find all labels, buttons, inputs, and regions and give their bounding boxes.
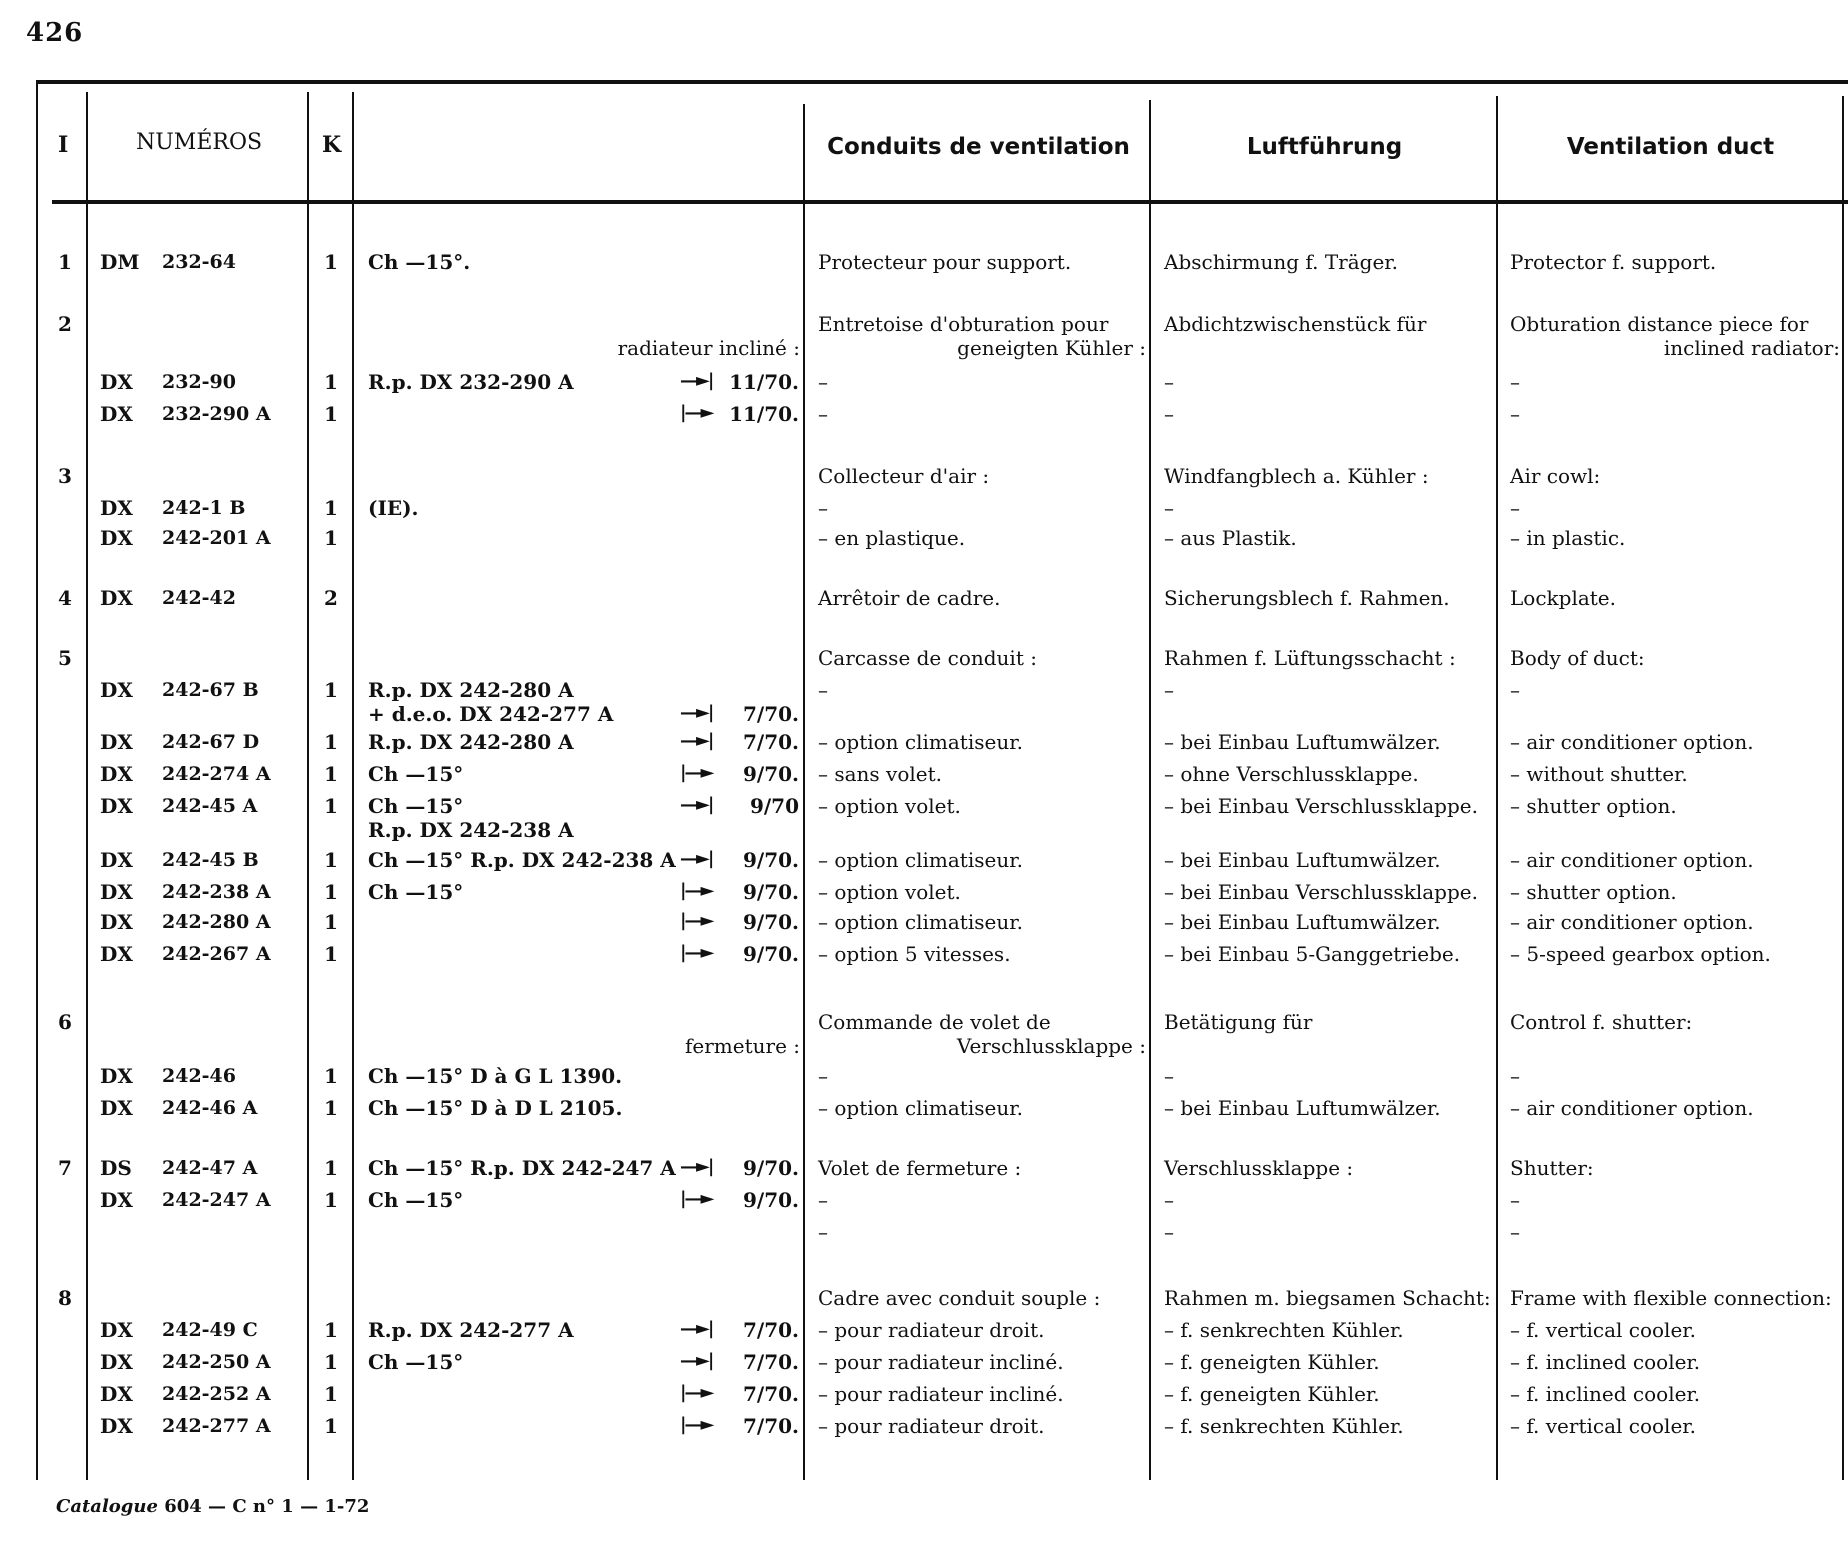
row-num: 242-42 [162,587,236,609]
row-date: 11/70. [729,402,799,426]
row-en: – air conditioner option. [1510,848,1754,872]
row-rem-continued: + d.e.o. DX 242-277 A [368,702,614,726]
header-bottom-rule [52,200,1848,204]
row-de: – aus Plastik. [1164,526,1297,550]
row-fr: – option climatiseur. [818,910,1023,934]
row-pfx: DX [100,402,133,426]
row-fr-continued: radiateur incliné : [617,336,800,360]
row-en: – [1510,402,1520,426]
row-rem: Ch —15° [368,762,464,786]
row-idx: 5 [58,646,72,670]
row-en: Shutter: [1510,1156,1594,1180]
row-idx: 6 [58,1010,72,1034]
row-num: 242-46 A [162,1097,258,1119]
row-date: 7/70. [742,1382,799,1406]
row-idx: 3 [58,464,72,488]
row-en: – f. vertical cooler. [1510,1414,1697,1438]
row-rem: Ch —15° R.p. DX 242-247 A [368,1156,676,1180]
row-en: – [1510,370,1520,394]
row-fr: Carcasse de conduit : [818,646,1037,670]
row-rem: Ch —15° R.p. DX 242-238 A [368,848,676,872]
row-k: 1 [324,1382,338,1406]
row-date: 11/70. [729,370,799,394]
row-k: 1 [324,1414,338,1438]
row-en: Body of duct: [1510,646,1645,670]
row-pfx: DX [100,1350,133,1374]
row-k: 2 [324,586,338,610]
column-rule [36,80,38,1480]
row-de: – [1164,402,1174,426]
row-pfx: DX [100,730,133,754]
row-en: – shutter option. [1510,794,1677,818]
row-num: 242-201 A [162,527,271,549]
row-date: 9/70. [742,1188,799,1212]
row-de: – [1164,1064,1174,1088]
row-fr: – option volet. [818,880,961,904]
row-idx: 2 [58,312,72,336]
row-date: 9/70. [742,848,799,872]
row-fr: – pour radiateur incliné. [818,1350,1064,1374]
row-fr: – [818,496,828,520]
row-k: 1 [324,1350,338,1374]
row-de: – f. senkrechten Kühler. [1164,1318,1404,1342]
validity-arrow-icon: —►| [680,1156,713,1177]
row-en: Protector f. support. [1510,250,1717,274]
row-de-continued: Verschlussklappe : [956,1034,1146,1058]
row-en: – [1510,1064,1520,1088]
validity-arrow-icon: —►| [680,370,713,391]
row-de: Betätigung für [1164,1010,1313,1034]
row-num: 242-247 A [162,1189,271,1211]
validity-arrow-icon: |—► [680,1414,713,1435]
row-rem: Ch —15° D à D L 2105. [368,1096,623,1120]
header-english: Ventilation duct [1566,134,1775,160]
row-de: Rahmen m. biegsamen Schacht: [1164,1286,1491,1310]
row-pfx: DX [100,910,133,934]
row-en: – f. inclined cooler. [1510,1382,1701,1406]
row-idx: 8 [58,1286,72,1310]
header-french: Conduits de ventilation [827,134,1130,160]
header-index: I [58,132,69,158]
row-en: Air cowl: [1510,464,1601,488]
row-de: Windfangblech a. Kühler : [1164,464,1429,488]
row-num: 242-47 A [162,1157,258,1179]
row-de: – bei Einbau Luftumwälzer. [1164,730,1441,754]
row-pfx: DX [100,1318,133,1342]
row-rem: Ch —15° [368,794,464,818]
row-num: 242-274 A [162,763,271,785]
validity-arrow-icon: |—► [680,880,713,901]
row-de: – [1164,370,1174,394]
row-date: 7/70. [742,1318,799,1342]
row-de: Rahmen f. Lüftungsschacht : [1164,646,1456,670]
row-rem: R.p. DX 242-280 A [368,730,574,754]
row-rem: Ch —15° D à G L 1390. [368,1064,623,1088]
row-rem: (IE). [368,496,419,520]
row-de: – f. geneigten Kühler. [1164,1350,1380,1374]
column-rule [1842,96,1844,1480]
header-german: Luftführung [1246,134,1403,160]
validity-arrow-icon: |—► [680,910,713,931]
row-fr: Arrêtoir de cadre. [818,586,1001,610]
row-num: 232-90 [162,371,236,393]
row-fr: – pour radiateur droit. [818,1414,1045,1438]
row-fr: – option climatiseur. [818,730,1023,754]
header-k: K [322,132,342,158]
row-de: – bei Einbau Luftumwälzer. [1164,848,1441,872]
row-k: 1 [324,1188,338,1212]
row-num: 242-1 B [162,497,246,519]
row-en: – [1510,678,1520,702]
row-rem: Ch —15° [368,880,464,904]
row-k: 1 [324,848,338,872]
row-fr: – pour radiateur incliné. [818,1382,1064,1406]
row-fr: Protecteur pour support. [818,250,1072,274]
row-rem-continued: R.p. DX 242-238 A [368,818,574,842]
footer [56,1496,369,1517]
row-en: – [1510,1188,1520,1212]
row-de: – bei Einbau Luftumwälzer. [1164,1096,1441,1120]
row-k: 1 [324,250,338,274]
row-fr: – [818,678,828,702]
row-num: 242-280 A [162,911,271,933]
row-pfx: DX [100,1382,133,1406]
row-rem: Ch —15° [368,1350,464,1374]
row-en: Obturation distance piece for [1510,312,1809,336]
row-num: 242-238 A [162,881,271,903]
row-de: Verschlussklappe : [1164,1156,1354,1180]
row-de: Sicherungsblech f. Rahmen. [1164,586,1450,610]
column-rule [803,104,805,1480]
row-de: – bei Einbau Verschlussklappe. [1164,794,1478,818]
row-de: Abschirmung f. Träger. [1164,250,1399,274]
row-en: Control f. shutter: [1510,1010,1693,1034]
row-k: 1 [324,1096,338,1120]
validity-arrow-icon: |—► [680,762,713,783]
row-de: – ohne Verschlussklappe. [1164,762,1419,786]
row-k: 1 [324,1156,338,1180]
row-fr: – option 5 vitesses. [818,942,1011,966]
row-pfx: DX [100,1188,133,1212]
validity-arrow-icon: —►| [680,848,713,869]
table-top-rule [36,80,1848,84]
row-rem: R.p. DX 232-290 A [368,370,574,394]
row-k: 1 [324,1318,338,1342]
row-en: – air conditioner option. [1510,730,1754,754]
row-en: – [1510,496,1520,520]
column-rule [1496,96,1498,1480]
validity-arrow-icon: —►| [680,1318,713,1339]
row-de: – bei Einbau 5-Ganggetriebe. [1164,942,1461,966]
row-de: – [1164,678,1174,702]
row-fr: – [818,1188,828,1212]
validity-arrow-icon: |—► [680,1188,713,1209]
row-pfx: DX [100,678,133,702]
row-en: – f. inclined cooler. [1510,1350,1701,1374]
row-pfx: DX [100,586,133,610]
row-fr: – sans volet. [818,762,943,786]
row-en: – air conditioner option. [1510,910,1754,934]
row-date: 9/70 [749,794,799,818]
row-fr: Entretoise d'obturation pour [818,312,1109,336]
row-pfx: DX [100,370,133,394]
row-idx: 1 [58,250,72,274]
row-de: – bei Einbau Luftumwälzer. [1164,910,1441,934]
row-date: 7/70. [742,730,799,754]
row-k: 1 [324,370,338,394]
row-num: 242-67 B [162,679,259,701]
row-k: 1 [324,496,338,520]
row-k: 1 [324,762,338,786]
row-fr: – option climatiseur. [818,848,1023,872]
row-fr: Volet de fermeture : [818,1156,1022,1180]
row-en: – f. vertical cooler. [1510,1318,1697,1342]
validity-arrow-icon: |—► [680,1382,713,1403]
validity-arrow-icon: —►| [680,1350,713,1371]
row-date: 9/70. [742,880,799,904]
row-pfx: DX [100,942,133,966]
row-pfx: DX [100,1096,133,1120]
row-num: 242-45 A [162,795,258,817]
row-de: – [1164,1220,1174,1244]
row-idx: 7 [58,1156,72,1180]
row-en: – air conditioner option. [1510,1096,1754,1120]
row-num: 242-46 [162,1065,236,1087]
row-date: 7/70. [742,1350,799,1374]
row-date: 9/70. [742,762,799,786]
row-num: 242-45 B [162,849,259,871]
row-date: 7/70. [742,702,799,726]
column-rule [307,92,309,1480]
row-fr: – [818,1064,828,1088]
row-en: – 5-speed gearbox option. [1510,942,1771,966]
row-fr: Cadre avec conduit souple : [818,1286,1101,1310]
row-num: 242-49 C [162,1319,258,1341]
row-fr: Collecteur d'air : [818,464,990,488]
validity-arrow-icon: —►| [680,702,713,723]
row-k: 1 [324,1064,338,1088]
row-pfx: DX [100,880,133,904]
row-rem: Ch —15°. [368,250,471,274]
row-de: – [1164,1188,1174,1212]
row-pfx: DX [100,1414,133,1438]
row-k: 1 [324,678,338,702]
row-fr: – [818,370,828,394]
row-en-continued: inclined radiator: [1663,336,1840,360]
row-fr-continued: fermeture : [684,1034,800,1058]
row-k: 1 [324,942,338,966]
row-num: 242-250 A [162,1351,271,1373]
row-rem: Ch —15° [368,1188,464,1212]
validity-arrow-icon: |—► [680,942,713,963]
validity-arrow-icon: |—► [680,402,713,423]
row-pfx: DX [100,496,133,520]
row-num: 242-267 A [162,943,271,965]
row-k: 1 [324,880,338,904]
row-num: 232-64 [162,251,236,273]
row-pfx: DX [100,526,133,550]
row-rem: R.p. DX 242-280 A [368,678,574,702]
row-de: Abdichtzwischenstück für [1164,312,1427,336]
page-number: 426 [26,18,84,48]
row-fr: – [818,1220,828,1244]
row-fr: – [818,402,828,426]
row-k: 1 [324,402,338,426]
row-en: – [1510,1220,1520,1244]
row-pfx: DX [100,848,133,872]
row-date: 9/70. [742,910,799,934]
validity-arrow-icon: —►| [680,730,713,751]
footer-catalogue-label: Catalogue [56,1496,158,1517]
row-date: 7/70. [742,1414,799,1438]
row-fr: – option volet. [818,794,961,818]
row-de: – f. senkrechten Kühler. [1164,1414,1404,1438]
row-en: – in plastic. [1510,526,1626,550]
row-date: 9/70. [742,1156,799,1180]
row-de: – f. geneigten Kühler. [1164,1382,1380,1406]
row-pfx: DM [100,250,140,274]
row-de: – bei Einbau Verschlussklappe. [1164,880,1478,904]
footer-reference: 604 — C n° 1 — 1-72 [164,1496,370,1517]
row-idx: 4 [58,586,72,610]
row-en: – shutter option. [1510,880,1677,904]
row-de: – [1164,496,1174,520]
row-num: 242-277 A [162,1415,271,1437]
row-fr: – en plastique. [818,526,966,550]
row-k: 1 [324,794,338,818]
row-rem: R.p. DX 242-277 A [368,1318,574,1342]
row-num: 242-67 D [162,731,260,753]
row-num: 232-290 A [162,403,271,425]
row-pfx: DX [100,794,133,818]
row-pfx: DX [100,1064,133,1088]
row-en: – without shutter. [1510,762,1688,786]
row-pfx: DX [100,762,133,786]
row-en: Lockplate. [1510,586,1616,610]
validity-arrow-icon: —►| [680,794,713,815]
row-fr: Commande de volet de [818,1010,1051,1034]
row-k: 1 [324,910,338,934]
row-k: 1 [324,526,338,550]
row-k: 1 [324,730,338,754]
row-fr: – pour radiateur droit. [818,1318,1045,1342]
row-date: 9/70. [742,942,799,966]
row-fr: – option climatiseur. [818,1096,1023,1120]
row-en: Frame with flexible connection: [1510,1286,1832,1310]
row-de-continued: geneigten Kühler : [957,336,1146,360]
column-rule [86,92,88,1480]
row-num: 242-252 A [162,1383,271,1405]
column-rule [352,92,354,1480]
header-numeros: NUMÉROS [136,130,263,155]
row-pfx: DS [100,1156,132,1180]
column-rule [1149,100,1151,1480]
